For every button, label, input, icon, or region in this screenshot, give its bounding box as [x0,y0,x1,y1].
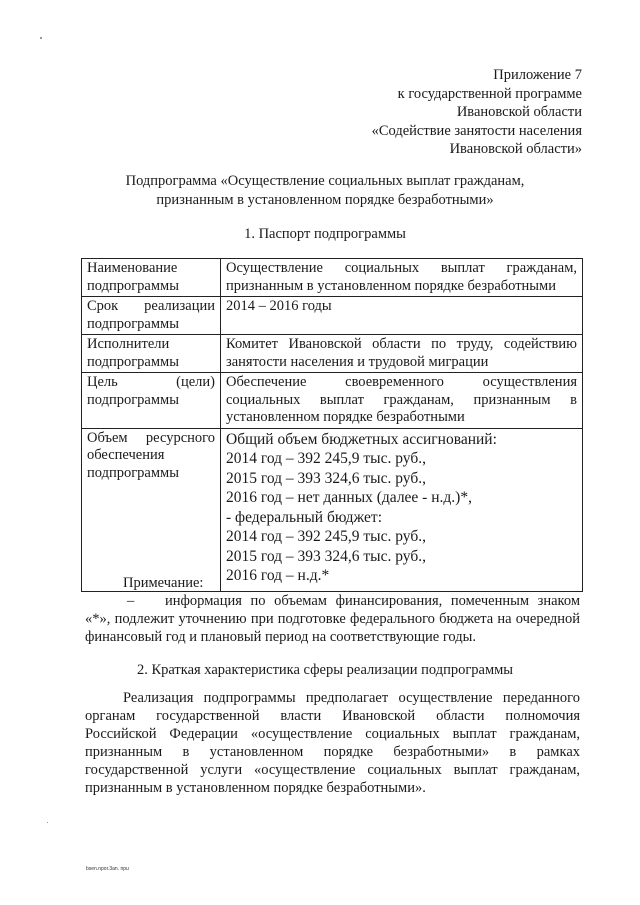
value-line: занятости населения и трудовой миграции [226,353,489,370]
paragraph-line: государственной услуги «осуществление социальных выплат гражданам, [85,762,580,778]
appendix-line: к государственной программе [397,85,582,102]
note-dash: – [127,593,135,609]
funding-line: - федеральный бюджет: [226,508,382,526]
label-line: подпрограммы [87,391,179,408]
label-line: Объем ресурсного [87,429,215,446]
row-value [221,373,583,429]
label-line: подпрограммы [87,464,179,481]
note-body [85,592,580,646]
table-row [82,428,583,591]
appendix-line: Ивановской области» [449,141,582,157]
section2-heading: 2. Краткая характеристика сферы реализации подпрограммы [136,662,514,678]
table-row [82,373,583,429]
row-value [221,335,583,373]
label-line: Цель (цели) [87,374,215,390]
funding-line: 2015 год – 393 324,6 тыс. руб., [226,469,426,487]
paragraph-line: признанным в установленном порядке безработными». [85,780,426,796]
funding-line: 2016 год – нет данных (далее - н.д.)*, [226,489,472,506]
note-text: информация по объемам финансирования, помеченным знаком «*», подлежит уточнению при подготовке федерального бюджета на очередной финансовый год и плановый период на соответствующие годы. [85,593,580,645]
value-line: признанным в установленном порядке безработными [226,277,556,294]
scan-speck [40,37,42,39]
paragraph-line: Реализация подпрограммы предполагает осуществление переданного [123,690,580,706]
body-paragraph [85,689,580,797]
table-row [82,335,583,373]
value-line: Осуществление социальных выплат гражданам, [226,260,577,276]
row-value [221,259,583,297]
title-line: признанным в установленном порядке безработными» [156,191,494,208]
label-line: обеспечения [87,447,165,463]
table-row [82,259,583,297]
note-heading: Примечание: [123,575,204,591]
appendix-line: Приложение 7 [493,67,582,83]
row-label [82,297,221,335]
paragraph-line: органам государственной власти Ивановской области полномочия [85,708,580,724]
value-line: социальных выплат гражданам, признанным в [226,391,577,408]
value-line: Комитет Ивановской области по труду, содействию [226,336,577,352]
funding-line: Общий объем бюджетных ассигнований: [226,430,497,448]
row-label [82,373,221,429]
paragraph-line: признанным в установленном порядке безработными» в рамках [85,744,580,760]
footer-file-tag: bsen.npor.3an. npu [86,866,129,872]
label-line: подпрограммы [87,315,179,332]
value-line: Обеспечение своевременного осуществления [226,374,577,390]
funding-line: 2014 год – 392 245,9 тыс. руб., [226,450,426,467]
appendix-header [372,66,582,159]
label-line: Срок реализации [87,298,215,314]
paragraph-line: Российской Федерации «осуществление социальных выплат гражданам, [85,726,580,742]
title-line: Подпрограмма «Осуществление социальных выплат гражданам, [125,173,525,189]
row-value: 2014 – 2016 годы [221,297,583,335]
funding-line: 2014 год – 392 245,9 тыс. руб., [226,528,426,545]
subprogram-title [60,172,590,209]
table-row [82,297,583,335]
section1-heading: 1. Паспорт подпрограммы [244,226,406,242]
appendix-line: «Содействие занятости населения [371,122,582,139]
scan-speck [47,822,48,823]
funding-line: 2015 год – 393 324,6 тыс. руб., [226,547,426,565]
funding-line: 2016 год – н.д.* [226,567,330,584]
row-label: Исполнители подпрограммы [82,335,221,373]
row-label: Наименование подпрограммы [82,259,221,297]
value-line: установленном порядке безработными [226,409,465,425]
appendix-line: Ивановской области [456,104,582,120]
row-label [82,428,221,591]
row-value [221,428,583,591]
passport-table [81,258,583,592]
